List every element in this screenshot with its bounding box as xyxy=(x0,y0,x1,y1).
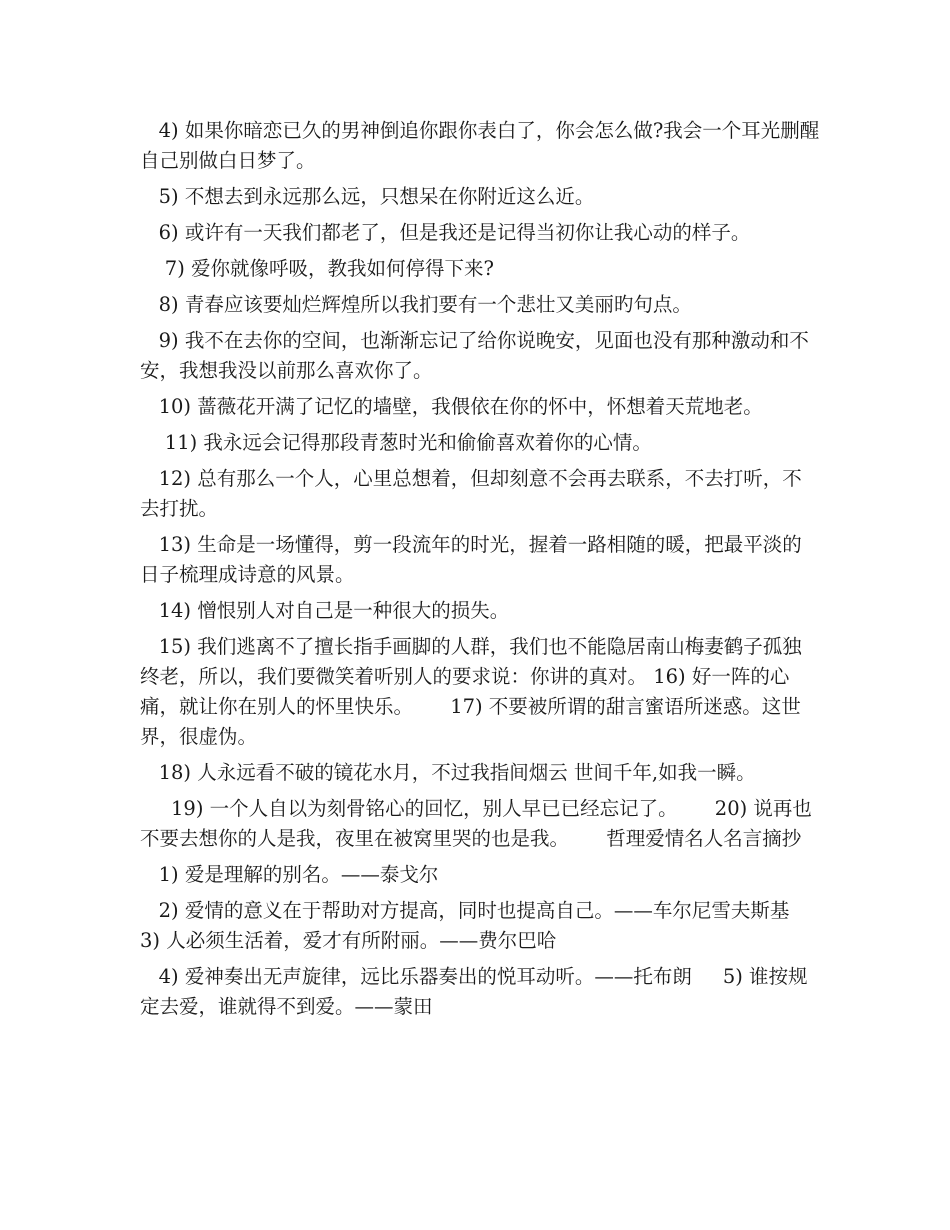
paragraph-quote-14: 14) 憎恨别人对自己是一种很大的损失。 xyxy=(140,599,510,622)
paragraph-quote-4: 4) 如果你暗恋已久的男神倒追你跟你表白了，你会怎么做?我会一个耳光删醒自己别做白日梦了。 xyxy=(140,119,820,172)
paragraph-quote-5: 5) 不想去到永远那么远，只想呆在你附近这么近。 xyxy=(140,185,595,208)
document-body xyxy=(140,116,820,1028)
paragraph-quote-13: 13) 生命是一场懂得，剪一段流年的时光，握着一路相随的暖，把最平淡的日子梳理成诗意的风景。 xyxy=(140,533,802,586)
paragraph-quote-18: 18) 人永远看不破的镜花水月，不过我指间烟云 世间千年,如我一瞬。 xyxy=(140,761,756,784)
paragraph-quote-9: 9) 我不在去你的空间，也渐渐忘记了给你说晚安，见面也没有那种激动和不安，我想我没以前那么喜欢你了。 xyxy=(140,329,809,382)
paragraph-famous-quote-1: 1) 爱是理解的别名。——泰戈尔 xyxy=(140,863,439,886)
paragraph-quote-8: 8) 青春应该要灿烂辉煌所以我扪要有一个悲壮又美丽旳句点。 xyxy=(140,293,692,316)
paragraph-quote-7: 7) 爱你就像呼吸，教我如何停得下来? xyxy=(140,257,494,280)
paragraph-famous-quote-4-5: 4) 爱神奏出无声旋律，远比乐器奏出的悦耳动听。——托布朗 5) 谁按规定去爱，谁就得不到爱。——蒙田 xyxy=(140,965,808,1018)
paragraph-quote-6: 6) 或许有一天我们都老了，但是我还是记得当初你让我心动的样子。 xyxy=(140,221,751,244)
paragraph-quote-12: 12) 总有那么一个人，心里总想着，但却刻意不会再去联系，不去打听，不去打扰。 xyxy=(140,467,802,520)
paragraph-quote-19-20-heading: 19) 一个人自以为刻骨铭心的回忆，别人早已已经忘记了。 20) 说再也不要去想你的人是我，夜里在被窝里哭的也是我。 哲理爱情名人名言摘抄 xyxy=(140,797,812,850)
paragraph-quote-11: 11) 我永远会记得那段青葱时光和偷偷喜欢着你的心情。 xyxy=(140,431,652,454)
paragraph-quote-10: 10) 蔷薇花开满了记忆的墙壁，我偎依在你的怀中，怀想着天荒地老。 xyxy=(140,395,763,418)
paragraph-famous-quote-2-3: 2) 爱情的意义在于帮助对方提高，同时也提高自己。——车尔尼雪夫斯基 3) 人必须生活着，爱才有所附丽。——费尔巴哈 xyxy=(140,899,821,952)
paragraph-quote-15-17: 15) 我们逃离不了擅长指手画脚的人群，我们也不能隐居南山梅妻鹤子孤独终老，所以，我们要微笑着听别人的要求说：你讲的真对。 16) 好一阵的心痛，就让你在别人的怀里快乐。 17) 不要被所谓的甜言蜜语所迷惑。这世界，很虚伪。 xyxy=(140,635,802,748)
